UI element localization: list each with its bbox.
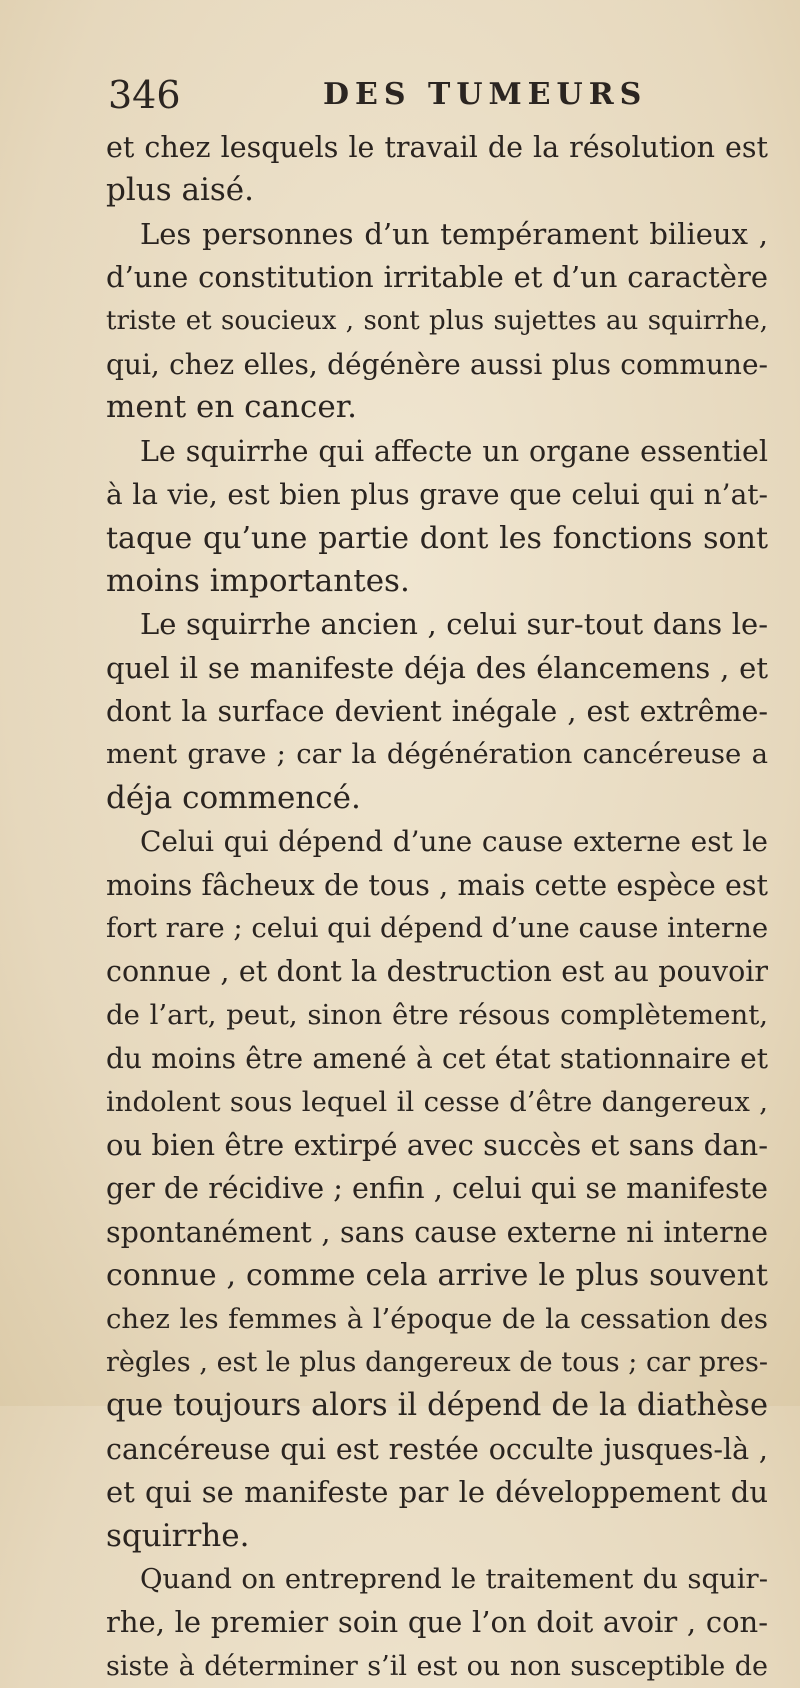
text-line: rhe, le premier soin que l’on doit avoir , con- [106,1605,768,1640]
text-line: squirrhe. [106,1517,250,1554]
text-line: ment en cancer. [106,389,357,426]
text-line: taque qu’une partie dont les fonctions sont [106,520,768,556]
text-line: Le squirrhe qui affecte un organe essentiel [140,434,768,468]
text-line: qui, chez elles, dégénère aussi plus commune- [106,347,768,381]
text-line: connue , et dont la destruction est au pouvoir [106,955,768,989]
text-line: quel il se manifeste déja des élancemens , et [106,650,768,685]
text-line: du moins être amené à cet état stationnaire et [106,1042,768,1076]
text-line: cancéreuse qui est restée occulte jusques-là , [106,1432,768,1466]
page-header [108,70,768,120]
text-line: à la vie, est bien plus grave que celui qui n’at- [106,478,768,512]
running-head: DES TUMEURS [323,77,648,112]
text-line: de l’art, peut, sinon être résous complètement, [106,998,768,1031]
text-line: spontanément , sans cause externe ni interne [106,1215,768,1249]
text-line: règles , est le plus dangereux de tous ; car pres- [106,1346,768,1378]
text-line: Quand on entreprend le traitement du squir- [140,1562,768,1595]
text-line: siste à déterminer s’il est ou non susceptible de [106,1650,768,1682]
text-line: connue , comme cela arrive le plus souvent [106,1258,768,1294]
text-line: moins fâcheux de tous , mais cette espèce est [106,868,768,902]
text-line: chez les femmes à l’époque de la cessation des [106,1302,768,1335]
body-text [106,126,768,1688]
text-line: et chez lesquels le travail de la résolution est [106,131,768,164]
text-line: moins importantes. [106,562,410,599]
text-line: Le squirrhe ancien , celui sur-tout dans le- [140,607,768,642]
text-line: plus aisé. [106,172,254,209]
text-line: d’une constitution irritable et d’un caractère [106,260,768,295]
text-line: ou bien être extirpé avec succès et sans dan- [106,1127,768,1162]
text-line: ger de récidive ; enfin , celui qui se manifeste [106,1172,768,1206]
text-line: et qui se manifeste par le développement du [106,1475,768,1510]
text-line: dont la surface devient inégale , est extrême- [106,695,768,729]
text-line: ment grave ; car la dégénération cancéreuse a [106,738,768,771]
text-line: indolent sous lequel il cesse d’être dangereux , [106,1085,768,1118]
page-number: 346 [108,73,181,117]
text-line: fort rare ; celui qui dépend d’une cause interne [106,912,768,945]
text-line: Celui qui dépend d’une cause externe est le [140,825,768,859]
text-line: que toujours alors il dépend de la diathèse [106,1388,768,1424]
text-line: triste et soucieux , sont plus sujettes au squirrhe, [106,305,768,336]
text-line: Les personnes d’un tempérament bilieux , [140,216,768,251]
text-line: déja commencé. [106,779,361,816]
